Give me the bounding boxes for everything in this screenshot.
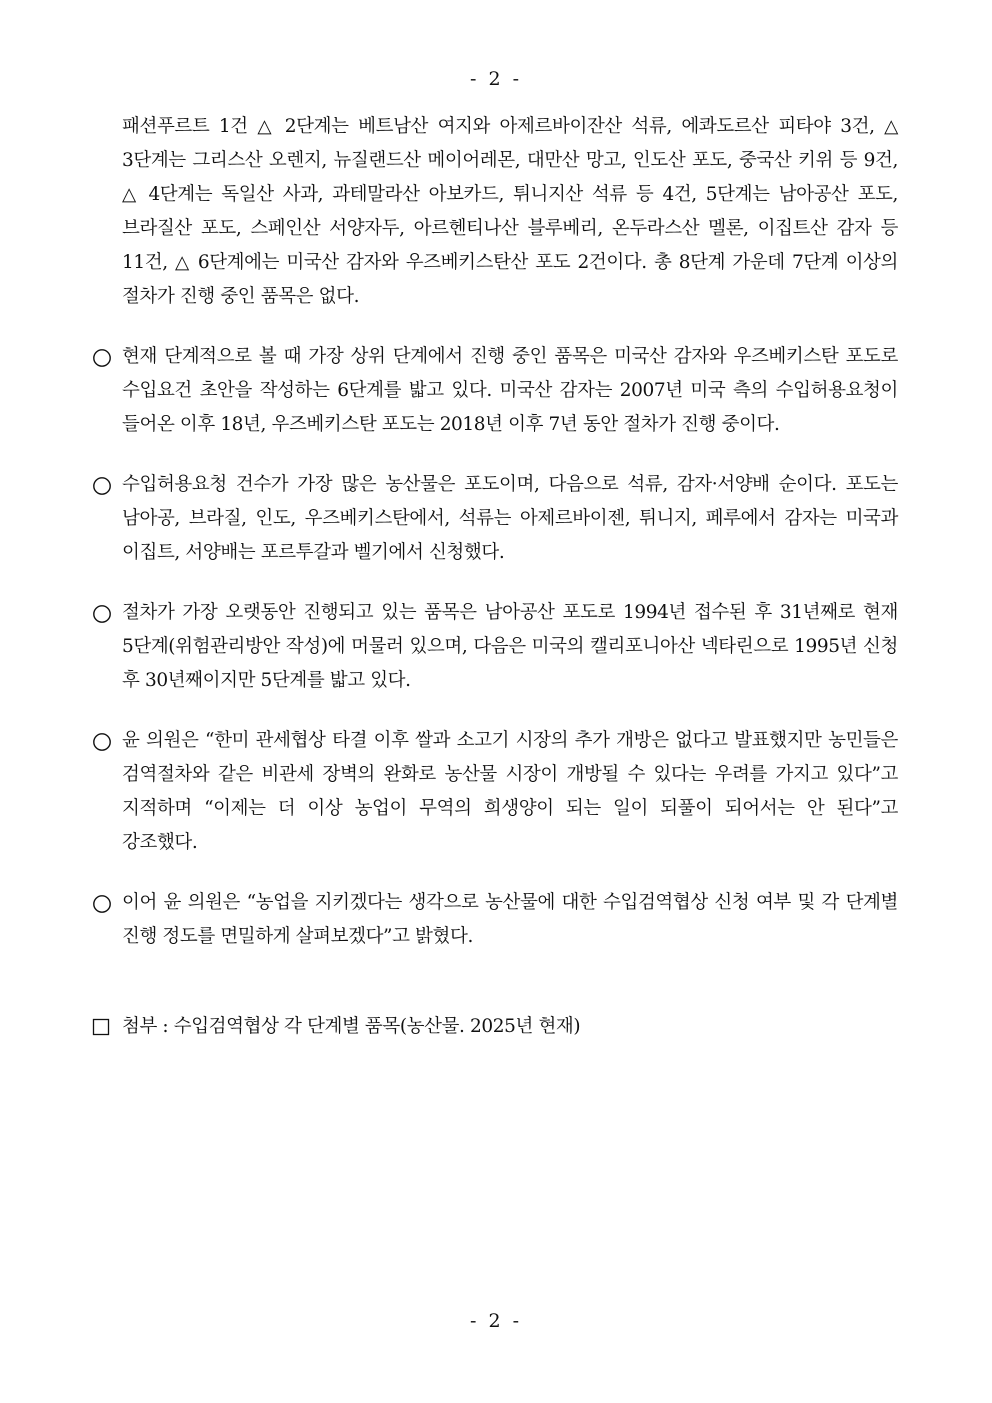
circle-bullet-icon — [92, 724, 118, 752]
attachment-line — [92, 1010, 898, 1044]
bullet-paragraph-5 — [92, 886, 898, 954]
bullet-text: 이어 윤 의원은 “농업을 지키겠다는 생각으로 농산물에 대한 수입검역협상 신청 여부 및 각 단계별 진행 정도를 면밀하게 살펴보겠다”고 밝혔다. — [122, 892, 898, 947]
bullet-paragraph-3 — [92, 596, 898, 698]
page-number-top: - 2 - — [469, 68, 522, 90]
bullet-paragraph-4 — [92, 724, 898, 860]
bullet-text: 절차가 가장 오랫동안 진행되고 있는 품목은 남아공산 포도로 1994년 접수된 후 31년째로 현재 5단계(위험관리방안 작성)에 머물러 있으며, 다음은 미국의 캘리포니아산 넥타린으로 1995년 신청 후 30년째이지만 5단계를 밟고 있다. — [122, 602, 898, 691]
circle-bullet-icon — [92, 596, 118, 624]
attachment-text: 첨부 : 수입검역협상 각 단계별 품목(농산물. 2025년 현재) — [122, 1016, 581, 1037]
square-bullet-icon — [92, 1010, 110, 1036]
document-body — [92, 110, 898, 1044]
bullet-text: 윤 의원은 “한미 관세협상 타결 이후 쌀과 소고기 시장의 추가 개방은 없다고 발표했지만 농민들은 검역절차와 같은 비관세 장벽의 완화로 농산물 시장이 개방될 수 있다는 우려를 가지고 있다”고 지적하며 “이제는 더 이상 농업이 무역의 희생양이 되는 일이 되풀이 되어서는 안 된다”고 강조했다. — [122, 730, 898, 853]
circle-bullet-icon — [92, 886, 118, 914]
circle-bullet-icon — [92, 340, 118, 368]
bullet-text: 현재 단계적으로 볼 때 가장 상위 단계에서 진행 중인 품목은 미국산 감자와 우즈베키스탄 포도로 수입요건 초안을 작성하는 6단계를 밟고 있다. 미국산 감자는 2007년 미국 측의 수입허용요청이 들어온 이후 18년, 우즈베키스탄 포도는 2018년 이후 7년 동안 절차가 진행 중이다. — [122, 346, 898, 435]
bullet-paragraph-2 — [92, 468, 898, 570]
bullet-paragraph-1 — [92, 340, 898, 442]
page-number-bottom: - 2 - — [469, 1310, 522, 1332]
circle-bullet-icon — [92, 468, 118, 496]
bullet-text: 수입허용요청 건수가 가장 많은 농산물은 포도이며, 다음으로 석류, 감자·서양배 순이다. 포도는 남아공, 브라질, 인도, 우즈베키스탄에서, 석류는 아제르바이젠, 튀니지, 페루에서 감자는 미국과 이집트, 서양배는 포르투갈과 벨기에서 신청했다. — [122, 474, 898, 563]
intro-paragraph: 패션푸르트 1건 △ 2단계는 베트남산 여지와 아제르바이잔산 석류, 에콰도르산 피타야 3건, △ 3단계는 그리스산 오렌지, 뉴질랜드산 메이어레몬, 대만산 망고, 인도산 포도, 중국산 키위 등 9건, △ 4단계는 독일산 사과, 과테말라산 아보카드, 튀니지산 석류 등 4건, 5단계는 남아공산 포도, 브라질산 포도, 스페인산 서양자두, 아르헨티나산 블루베리, 온두라스산 멜론, 이집트산 감자 등 11건, △ 6단계에는 미국산 감자와 우즈베키스탄산 포도 2건이다. 총 8단계 가운데 7단계 이상의 절차가 진행 중인 품목은 없다. — [122, 116, 898, 307]
